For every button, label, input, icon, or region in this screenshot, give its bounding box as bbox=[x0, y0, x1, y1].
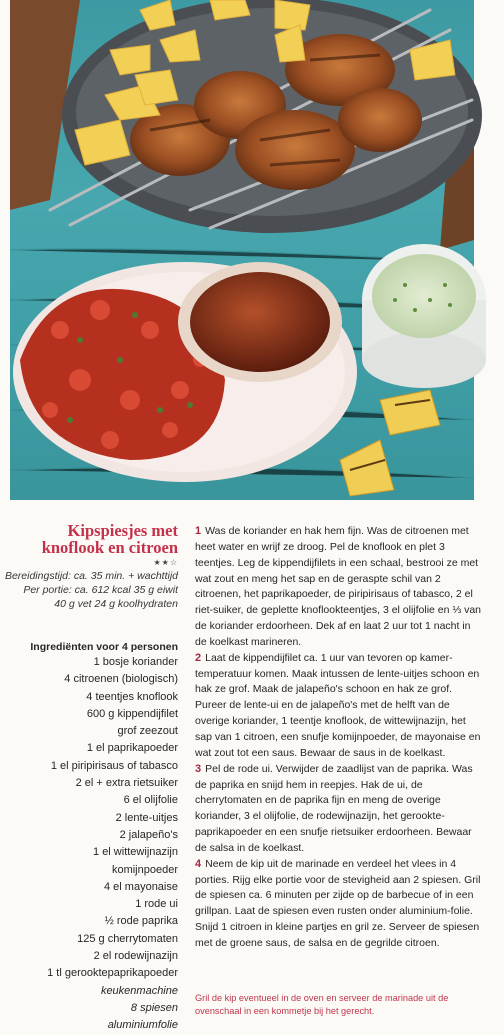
list-item: 2 el + extra rietsuiker bbox=[75, 777, 178, 790]
step-4 bbox=[195, 857, 481, 952]
equipment-item: keukenmachine bbox=[100, 984, 178, 997]
equipment-item: aluminiumfolie bbox=[107, 1019, 178, 1032]
step-text: Pel de rode ui. Verwijder de zaadlijst van de paprika. Was de paprika en snijd hem in reepjes. Hak de ui, de cherrytomaten en de paprika fijn en meng de overige koriander, 3 el olijfolie, de rodewijnazijn, het gerookte-paprikapoeder en een snufje rietsuiker erdoorheen. Bewaar de salsa in de koelkast. bbox=[195, 762, 473, 854]
step-text: Was de koriander en hak hem fijn. Was de citroenen met heet water en wrijf ze droog. Pel de knoflook en plet 3 teentjes. Leg de kippendijfilets in een schaal, bestrooi ze met wat zout en meng het sap en de geraspte schil van 2 citroenen, het paprikapoeder, de piripirisaus of tabasco, 2 el riet-suiker, de geplette knoflookteentjes, 3 el olijfolie en ⅓ van de koriander erdoorheen. Dek af en laat 2 uur tot 1 nacht in de koelkast marineren. bbox=[195, 525, 482, 648]
list-item: komijnpoeder bbox=[111, 863, 178, 876]
list-item: 1 el paprikapoeder bbox=[86, 742, 178, 755]
tip-note: Gril de kip eventueel in de oven en serveer de marinade uit de ovenschaal in een kommetje bij het gerecht. bbox=[195, 993, 449, 1016]
step-3 bbox=[195, 762, 481, 857]
list-item: 2 lente-uitjes bbox=[115, 811, 178, 824]
equipment-item: 8 spiesen bbox=[130, 1001, 178, 1014]
prep-time: Bereidingstijd: ca. 35 min. + wachttijd bbox=[4, 570, 178, 582]
list-item: 4 citroenen (biologisch) bbox=[64, 673, 178, 686]
list-item: 2 el rodewijnazijn bbox=[93, 950, 178, 963]
list-item: 1 el piripirisaus of tabasco bbox=[50, 759, 178, 772]
recipe-meta bbox=[4, 569, 178, 612]
recipe-photo bbox=[10, 0, 474, 500]
step-number: 1 bbox=[195, 525, 202, 537]
step-2 bbox=[195, 651, 481, 762]
step-text: Laat de kippendijfilet ca. 1 uur van tevoren op kamer-temperatuur komen. Maak intussen de lente-uitjes schoon en hak ze grof. Maak de jalapeño's schoon en hak ze grof. Pureer de lente-ui en de jalapeño's met de helft van de overige koriander, 1 teentje knoflook, de wittewijnazijn, het sap van 1 citroen, een snufje komijnpoeder, de mayonaise en wat zout tot een saus. Bewaar de saus in de koelkast. bbox=[195, 651, 481, 759]
list-item: 2 jalapeño's bbox=[119, 828, 178, 841]
list-item: 6 el olijfolie bbox=[123, 794, 178, 807]
step-number: 4 bbox=[195, 857, 202, 870]
difficulty-rating: ★★☆ bbox=[153, 558, 178, 567]
ingredients-heading: Ingrediënten voor 4 personen bbox=[30, 641, 178, 653]
step-number: 3 bbox=[195, 762, 202, 775]
recipe-title: Kipspiesjes met knoflook en citroen bbox=[41, 521, 178, 557]
preparation-steps bbox=[195, 524, 481, 952]
step-1 bbox=[195, 524, 481, 651]
list-item: 4 el mayonaise bbox=[104, 880, 178, 893]
list-item: 1 el wittewijnazijn bbox=[93, 846, 178, 859]
list-item: 600 g kippendijfilet bbox=[86, 707, 178, 720]
list-item: 1 tl gerooktepaprikapoeder bbox=[47, 967, 178, 980]
list-item: 1 bosje koriander bbox=[93, 656, 178, 668]
step-number: 2 bbox=[195, 651, 202, 664]
ingredients-list bbox=[4, 654, 178, 1035]
nutrition-line-2: 40 g vet 24 g koolhydraten bbox=[54, 598, 178, 611]
step-text: Neem de kip uit de marinade en verdeel het vlees in 4 porties. Rijg elke portie voor de stevigheid aan 2 spiesen. Gril de spiesen ca. 6 minuten per zijde op de barbecue of in een grillpan. Laat de spiesen even rusten onder aluminium-folie. Snijd 1 citroen in kleine partjes en gril ze. Serveer de spiesen met de groene saus, de salsa en de gegrilde citroen. bbox=[195, 857, 481, 949]
list-item: grof zeezout bbox=[117, 725, 178, 738]
list-item: 125 g cherrytomaten bbox=[77, 932, 178, 945]
list-item: ½ rode paprika bbox=[104, 915, 178, 928]
nutrition-line-1: Per portie: ca. 612 kcal 35 g eiwit bbox=[23, 584, 178, 597]
list-item: 4 teentjes knoflook bbox=[86, 690, 178, 703]
list-item: 1 rode ui bbox=[135, 898, 178, 911]
